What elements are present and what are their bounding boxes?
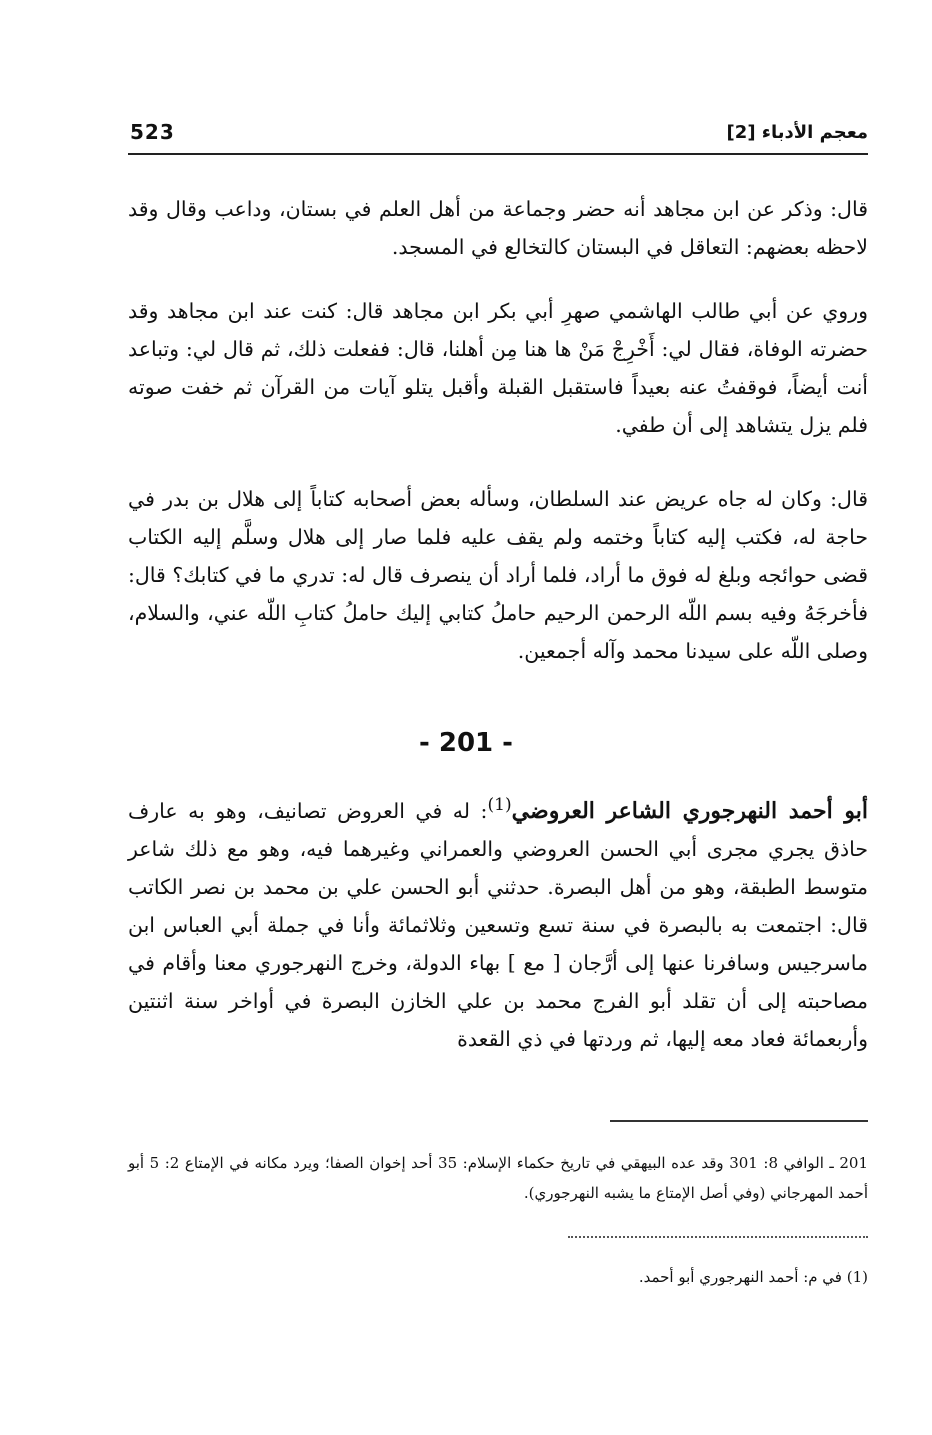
page-number: 523 [130,120,175,144]
footnote-reference: (1) [487,795,512,815]
source-footnote: 201 ـ الوافي 8: 301 وقد عده البيهقي في تاريخ حكماء الإسلام: 35 أحد إخوان الصفا؛ ويرد مكانه في الإمتاع 2: 5 أبو أحمد المهرجاني (وفي أصل الإمتاع ما يشبه النهرجوري). [128,1154,868,1202]
book-title: معجم الأدباء [2] [726,122,868,143]
dotted-divider [568,1236,868,1238]
variant-footnote: (1) في م: أحمد النهرجوري أبو أحمد. [638,1268,868,1286]
footnote-divider [610,1120,868,1122]
paragraph-2: وروي عن أبي طالب الهاشمي صهرِ أبي بكر ابن مجاهد قال: كنت عند ابن مجاهد وقد حضرته الوفاة، فقال لي: أَخْرِجْ مَنْ ها هنا مِن أهلنا، قال: ففعلت ذلك، ثم قال لي: وتباعد أنت أيضاً، فوقفتُ عنه بعيداً فاستقبل القبلة وأقبل يتلو آيات من القرآن ثم خفت صوته فلم يزل يتشاهد إلى أن طفي. [128,299,868,437]
entry-heading: أبو أحمد النهرجوري الشاعر العروضي [511,797,868,824]
entry-body: : له في العروض تصانيف، وهو به عارف حاذق يجري مجرى أبي الحسن العروضي والعمراني وغيرهما فيه، وهو مع ذلك شاعر متوسط الطبقة، وهو من أهل البصرة. حدثني أبو الحسن علي بن محمد بن نصر الكاتب قال: اجتمعت به بالبصرة في سنة تسع وتسعين وثلاثمائة وأنا في جملة أبي العباس ابن ماسرجيس وسافرنا عنها إلى أرَّجان [ مع ] بهاء الدولة، وخرج النهرجوري معنا وأقام في مصاحبته إلى أن تقلد أبو الفرج محمد بن علي الخازن البصرة في أواخر سنة اثنتين وأربعمائة فعاد معه إليها، ثم وردتها في ذي القعدة [128,798,868,1051]
entry-paragraph [128,786,868,1058]
paragraph-3: قال: وكان له جاه عريض عند السلطان، وسأله بعض أصحابه كتاباً إلى هلال بن بدر في حاجة له، فكتب إليه كتاباً وختمه ولم يقف عليه فلما صار إلى هلال وسلَّم إليه الكتاب قضى حوائجه وبلغ له فوق ما أراد، فلما أراد أن ينصرف قال له: تدري ما في كتابك؟ قال: فأخرجَهُ وفيه بسم اللّه الرحمن الرحيم حاملُ كتابي إليك حاملُ كتابِ اللّه عني، والسلام، وصلى اللّه على سيدنا محمد وآله أجمعين. [128,487,868,663]
paragraph-1: قال: وذكر عن ابن مجاهد أنه حضر وجماعة من أهل العلم في بستان، وداعب وقال وقد لاحظه بعضهم: التعاقل في البستان كالتخالع في المسجد. [128,197,868,259]
header-divider [128,153,868,155]
running-header [128,116,868,152]
entry-number: - 201 - [419,728,513,758]
